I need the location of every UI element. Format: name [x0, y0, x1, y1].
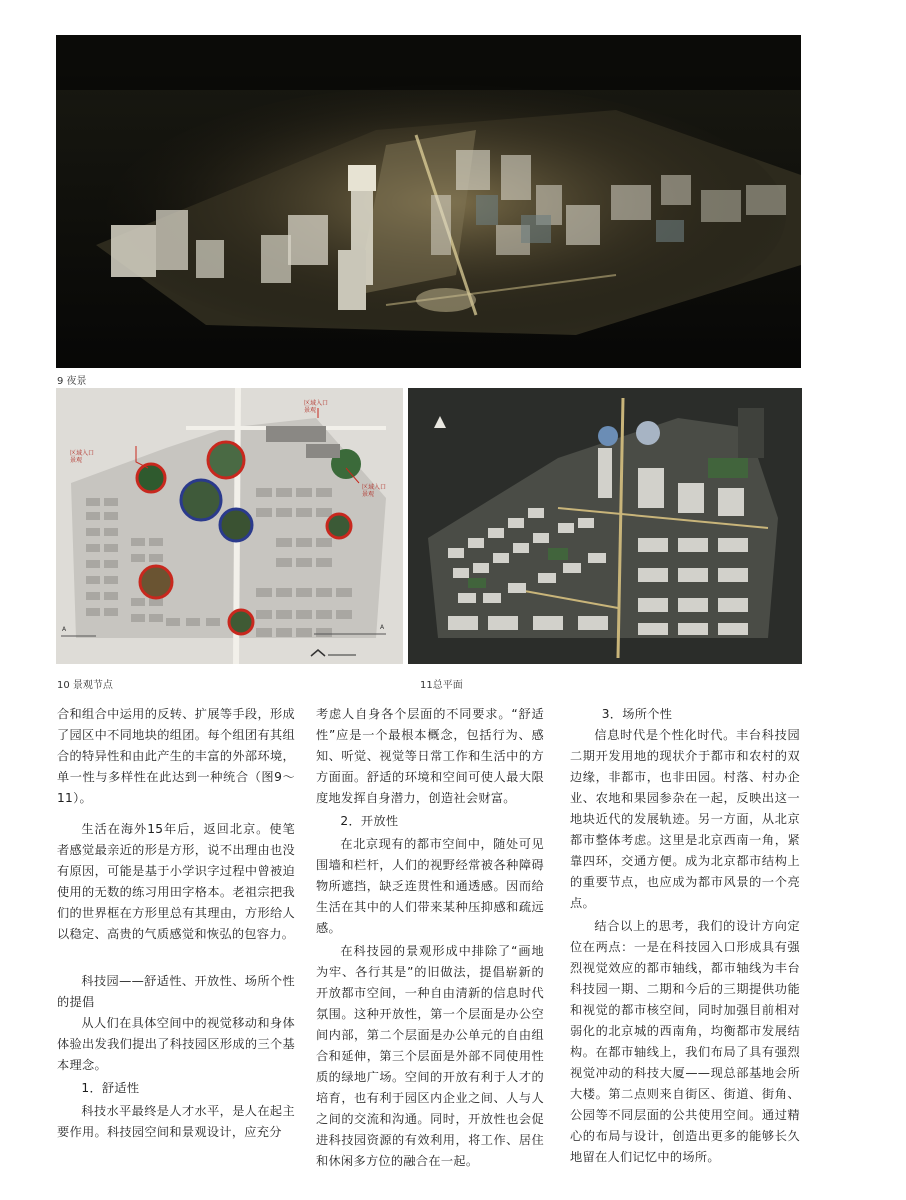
paragraph: 考虑人自身各个层面的不同要求。“舒适性”应是一个最根本概念，包括行为、感知、听觉、视觉等日常工作和生活中的方方面面。舒适的环境和空间可使人最大限度地发挥自身潜力，创造社会财富。 [316, 707, 544, 805]
section-mark-right: A [380, 624, 385, 631]
paragraph: 生活在海外15年后，返回北京。使笔者感觉最亲近的形是方形，说不出理由也没有原因，可能是基于小学识字过程中曾被迫使用的无数的练习用田字格本。老祖宗把我们的世界框在方形里总有其理由，方形给人以稳定、高贵的气质感觉和恢弘的包容力。 [57, 822, 295, 941]
entry-left-label: 区域入口景观 [70, 450, 95, 464]
paragraph: 信息时代是个性化时代。丰台科技园二期开发用地的现状介于都市和农村的双边缘，非都市，也非田园。村落、村办企业、农地和果园参杂在一起，反映出这一地块近代的发展轨迹。另一方面，从北京都市整体考虑。这里是北京西南一角，紧靠四环，交通方便。成为北京都市结构上的重要节点，也应成为都市风景的一个亮点。 [570, 728, 800, 910]
landscape-nodes-plan [56, 388, 403, 664]
subheading: 2．开放性 [340, 814, 399, 828]
section-heading: 科技园——舒适性、开放性、场所个性的提倡 [57, 974, 295, 1009]
figure-9-caption: 9 夜景 [57, 376, 87, 387]
subheading: 1．舒适性 [81, 1081, 140, 1095]
paragraph: 从人们在具体空间中的视觉移动和身体体验出发我们提出了科技园区形成的三个基本理念。 [57, 1016, 295, 1072]
text-column-2 [316, 704, 544, 1172]
entry-right-label: 区域入口景观 [362, 484, 387, 498]
paragraph: 在科技园的景观形成中排除了“画地为牢、各行其是”的旧做法，提倡崭新的开放都市空间，一种自由清新的信息时代氛围。这种开放性，第一个层面是办公空间内部，第二个层面是办公单元的自由组合和延伸，第三个层面是外部不同使用性质的绿地广场。空间的开放有利于人才的培育，也有利于园区内企业之间、人与人之间的交流和沟通。同时，开放性也会促进科技园资源的有效利用，将工作、居住和休闲多方位的融合在一起。 [316, 944, 544, 1168]
section-mark-left: A [62, 626, 67, 633]
text-column-3 [570, 704, 800, 1168]
paragraph: 合和组合中运用的反转、扩展等手段，形成了园区中不同地块的组团。每个组团有其组合的特异性和由此产生的丰富的外部环境，单一性与多样性在此达到一种统合（图9～11）。 [57, 707, 295, 805]
subheading: 3．场所个性 [601, 707, 673, 721]
night-view-rendering [56, 35, 801, 368]
paragraph: 在北京现有的都市空间中，随处可见围墙和栏杆，人们的视野经常被各种障碍物所遮挡，缺乏连贯性和通透感。因而给生活在其中的人们带来某种压抑感和疏远感。 [316, 837, 544, 935]
figure-11-caption: 11总平面 [420, 680, 463, 691]
text-column-1 [57, 704, 295, 1143]
master-plan-rendering [408, 388, 802, 664]
entry-top-label: 区域入口景观 [304, 400, 329, 414]
paragraph: 科技水平最终是人才水平，是人在起主要作用。科技园空间和景观设计，应充分 [57, 1104, 295, 1139]
paragraph: 结合以上的思考，我们的设计方向定位在两点：一是在科技园入口形成具有强烈视觉效应的都市轴线，都市轴线为丰台科技园一期、二期和今后的三期提供功能和视觉的都市核空间，同时加强目前相对弱化的北京城的西南角，均衡都市发展结构。在都市轴线上，我们布局了具有强烈视觉冲动的科技大厦——现总部基地会所大楼。第二点则来自街区、街道、街角、公园等不同层面的公共使用空间。通过精心的布局与设计，创造出更多的能够长久地留在人们记忆中的场所。 [570, 919, 800, 1164]
figure-10-caption: 10 景观节点 [57, 680, 113, 691]
